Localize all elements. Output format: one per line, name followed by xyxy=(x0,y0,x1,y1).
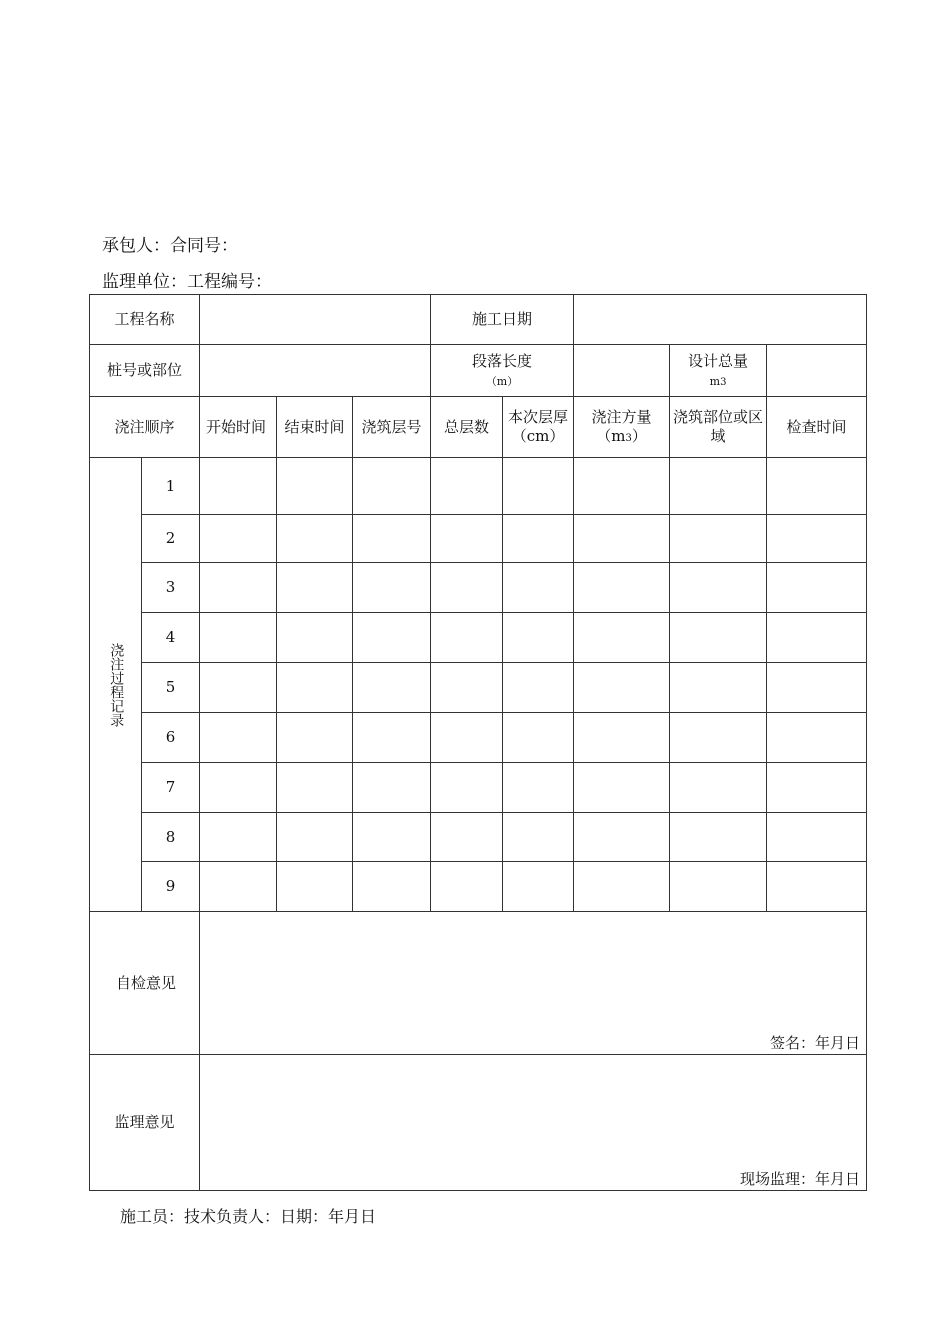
cell[interactable] xyxy=(670,713,767,763)
cell[interactable] xyxy=(353,763,431,813)
table-row xyxy=(90,663,867,713)
cell[interactable] xyxy=(277,458,353,515)
cell[interactable] xyxy=(670,563,767,613)
cell[interactable] xyxy=(353,613,431,663)
cell[interactable] xyxy=(431,613,503,663)
cell[interactable] xyxy=(503,663,574,713)
construction-date-label: 施工日期 xyxy=(431,295,574,345)
cell[interactable] xyxy=(200,663,277,713)
cell[interactable] xyxy=(767,663,867,713)
col-total-layers: 总层数 xyxy=(431,397,503,458)
table-row xyxy=(90,613,867,663)
design-total-sup: 3 xyxy=(720,376,727,388)
cell[interactable] xyxy=(767,613,867,663)
table-row xyxy=(90,458,867,515)
segment-length-text: 段落长度 xyxy=(472,352,533,371)
cell[interactable] xyxy=(503,763,574,813)
cell[interactable] xyxy=(200,813,277,862)
cell[interactable] xyxy=(503,713,574,763)
cell[interactable] xyxy=(431,515,503,563)
cell[interactable] xyxy=(574,713,670,763)
cell[interactable] xyxy=(767,862,867,912)
cell[interactable] xyxy=(574,763,670,813)
cell[interactable] xyxy=(670,515,767,563)
layer-thickness-text: 本次层厚 xyxy=(508,408,569,427)
cell[interactable] xyxy=(574,458,670,515)
pour-volume-close: ） xyxy=(631,427,647,445)
cell[interactable] xyxy=(503,613,574,663)
cell[interactable] xyxy=(670,862,767,912)
segment-length-label xyxy=(431,345,574,397)
design-total-value[interactable] xyxy=(767,345,867,397)
cell[interactable] xyxy=(503,458,574,515)
cell[interactable] xyxy=(431,713,503,763)
design-total-text: 设计总量 xyxy=(688,351,749,370)
supervision-sign: 现场监理：年月日 xyxy=(740,1170,861,1189)
project-name-value[interactable] xyxy=(200,295,431,345)
cell[interactable] xyxy=(767,813,867,862)
cell[interactable] xyxy=(767,515,867,563)
col-pour-area: 浇筑部位或区域 xyxy=(670,397,767,458)
table-row xyxy=(90,763,867,813)
cell[interactable] xyxy=(277,613,353,663)
cell[interactable] xyxy=(574,613,670,663)
cell[interactable] xyxy=(277,862,353,912)
segment-length-value[interactable] xyxy=(574,345,670,397)
supervision-label: 监理意见 xyxy=(90,1055,200,1191)
construction-date-value[interactable] xyxy=(574,295,867,345)
cell[interactable] xyxy=(503,563,574,613)
cell[interactable] xyxy=(277,713,353,763)
row-number: 4 xyxy=(142,613,200,663)
contractor-line: 承包人：合同号： xyxy=(102,236,238,256)
row-number: 8 xyxy=(142,813,200,862)
cell[interactable] xyxy=(431,763,503,813)
cell[interactable] xyxy=(200,763,277,813)
cell[interactable] xyxy=(353,458,431,515)
pour-volume-text: 浇注方量 xyxy=(591,408,652,427)
cell[interactable] xyxy=(353,713,431,763)
cell[interactable] xyxy=(200,515,277,563)
cell[interactable] xyxy=(200,563,277,613)
cell[interactable] xyxy=(767,713,867,763)
table-row xyxy=(90,563,867,613)
pour-volume-sup: 3 xyxy=(625,433,632,444)
cell[interactable] xyxy=(200,458,277,515)
station-label: 桩号或部位 xyxy=(90,345,200,397)
cell[interactable] xyxy=(503,813,574,862)
cell[interactable] xyxy=(670,663,767,713)
table-row xyxy=(90,862,867,912)
cell[interactable] xyxy=(200,713,277,763)
row-number: 9 xyxy=(142,862,200,912)
cell[interactable] xyxy=(767,763,867,813)
cell[interactable] xyxy=(431,862,503,912)
cell[interactable] xyxy=(431,663,503,713)
cell[interactable] xyxy=(353,515,431,563)
supervision-area[interactable] xyxy=(200,1055,867,1191)
row-number: 2 xyxy=(142,515,200,563)
cell[interactable] xyxy=(353,563,431,613)
cell[interactable] xyxy=(431,563,503,613)
cell[interactable] xyxy=(200,613,277,663)
cell[interactable] xyxy=(353,862,431,912)
cell[interactable] xyxy=(353,663,431,713)
col-pour-volume xyxy=(574,397,670,458)
design-total-unit: m xyxy=(709,374,721,388)
table-row xyxy=(90,515,867,563)
station-value[interactable] xyxy=(200,345,431,397)
col-start-time: 开始时间 xyxy=(200,397,277,458)
pour-volume-unit: （m xyxy=(596,427,626,445)
cell[interactable] xyxy=(670,813,767,862)
cell[interactable] xyxy=(767,563,867,613)
project-name-label: 工程名称 xyxy=(90,295,200,345)
self-check-area[interactable] xyxy=(200,912,867,1055)
cell[interactable] xyxy=(574,862,670,912)
cell[interactable] xyxy=(200,862,277,912)
col-end-time: 结束时间 xyxy=(277,397,353,458)
self-check-sign: 签名：年月日 xyxy=(770,1034,861,1053)
pouring-record-table xyxy=(89,294,867,1191)
process-record-label xyxy=(90,458,142,912)
segment-length-unit: （m） xyxy=(485,375,519,388)
cell[interactable] xyxy=(277,563,353,613)
cell[interactable] xyxy=(503,515,574,563)
cell[interactable] xyxy=(670,458,767,515)
col-pour-order: 浇注顺序 xyxy=(90,397,200,458)
row-number: 7 xyxy=(142,763,200,813)
process-record-text: 浇注过程记录 xyxy=(108,642,125,727)
table-row xyxy=(90,713,867,763)
cell[interactable] xyxy=(503,862,574,912)
footer-signatures: 施工员：技术负责人：日期：年月日 xyxy=(120,1207,377,1226)
cell[interactable] xyxy=(277,515,353,563)
row-number: 3 xyxy=(142,563,200,613)
design-total-unit-wrap xyxy=(670,375,766,390)
cell[interactable] xyxy=(277,763,353,813)
cell[interactable] xyxy=(574,563,670,613)
cell[interactable] xyxy=(431,813,503,862)
cell[interactable] xyxy=(431,458,503,515)
cell[interactable] xyxy=(353,813,431,862)
self-check-label: 自检意见 xyxy=(90,912,200,1055)
row-number: 6 xyxy=(142,713,200,763)
supervisor-line: 监理单位：工程编号： xyxy=(102,272,272,292)
col-layer-no: 浇筑层号 xyxy=(353,397,431,458)
col-check-time: 检查时间 xyxy=(767,397,867,458)
cell[interactable] xyxy=(277,663,353,713)
cell[interactable] xyxy=(670,763,767,813)
cell[interactable] xyxy=(277,813,353,862)
cell[interactable] xyxy=(670,613,767,663)
layer-thickness-unit: （cm） xyxy=(511,427,565,445)
design-total-label xyxy=(670,345,767,397)
cell[interactable] xyxy=(767,458,867,515)
row-number: 1 xyxy=(142,458,200,515)
cell[interactable] xyxy=(574,813,670,862)
table-row xyxy=(90,813,867,862)
cell[interactable] xyxy=(574,663,670,713)
col-layer-thickness xyxy=(503,397,574,458)
row-number: 5 xyxy=(142,663,200,713)
cell[interactable] xyxy=(574,515,670,563)
